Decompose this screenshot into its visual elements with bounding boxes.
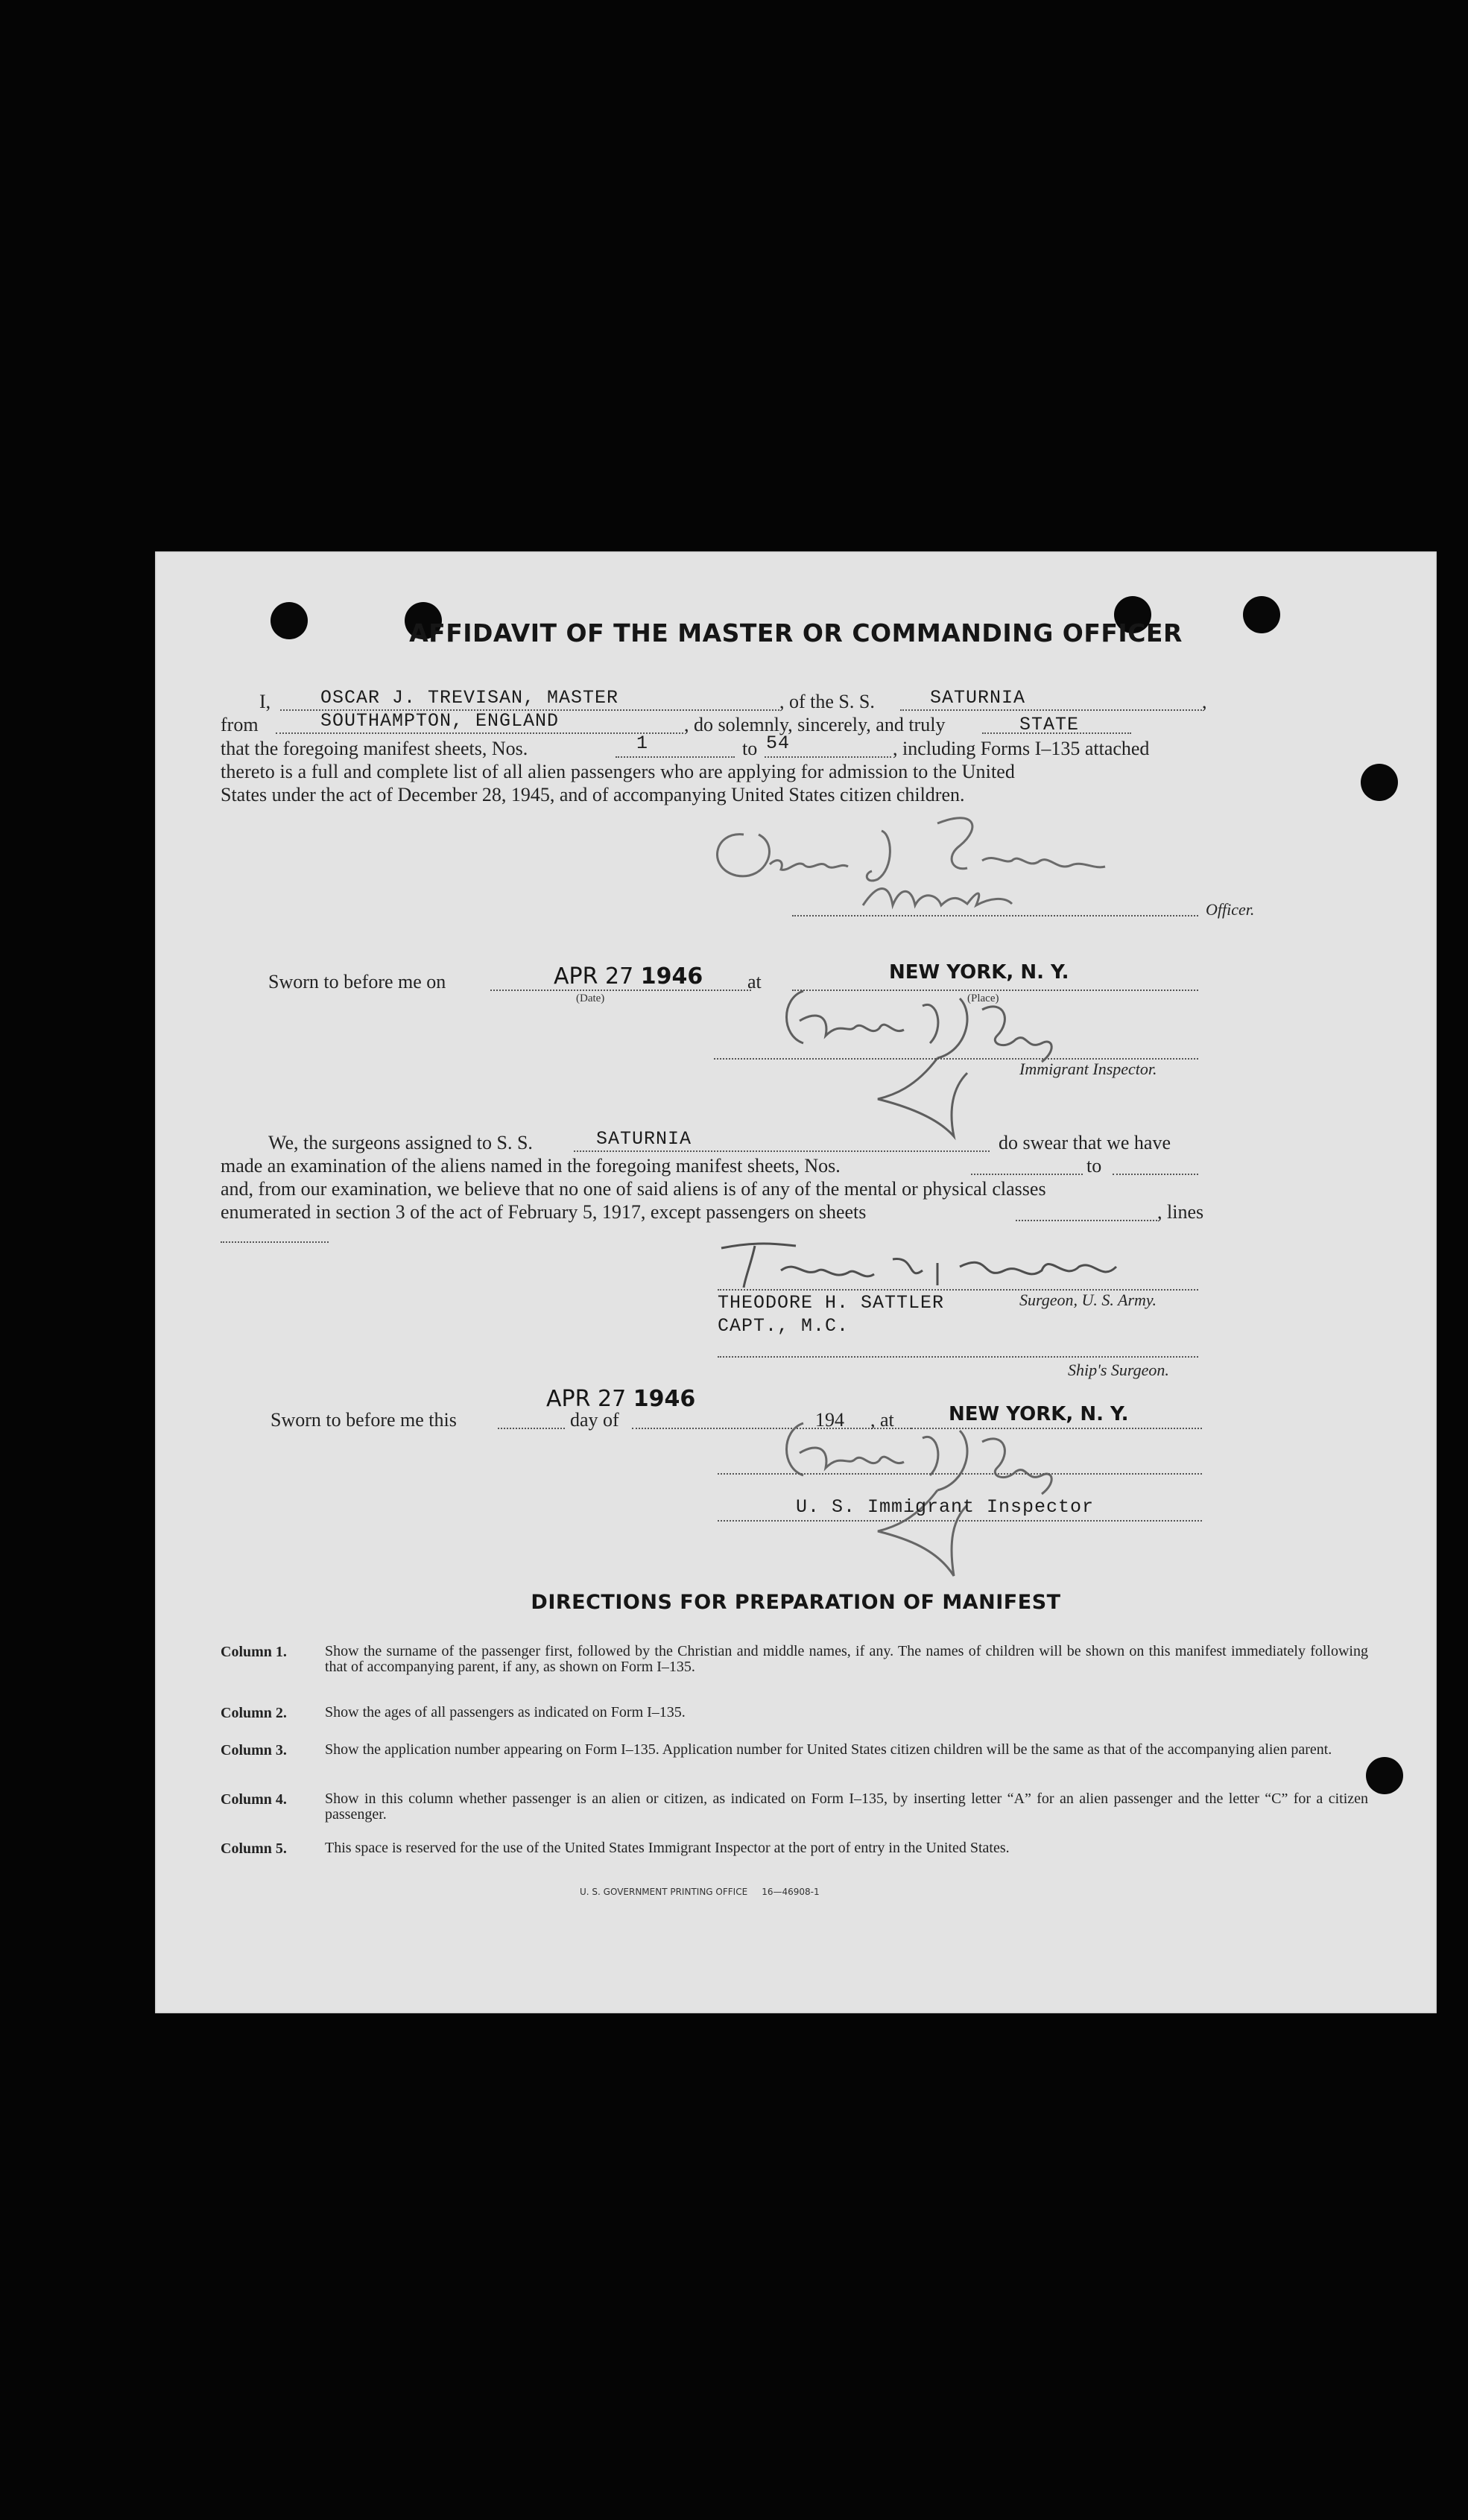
surgeons-text: We, the surgeons assigned to S. S. [268, 1132, 533, 1153]
column-3-text: Show the application number appearing on Form I–135. Application number for United States citizen children will be the same as that of the accompanying alien parent. [325, 1741, 1332, 1758]
day-line [498, 1428, 565, 1429]
state-word: STATE [1019, 714, 1080, 735]
year-prefix: 194 [815, 1409, 844, 1431]
master-name: OSCAR J. TREVISAN, MASTER [320, 687, 619, 709]
from-place: SOUTHAMPTON, ENGLAND [320, 710, 560, 732]
sheet-to: 54 [766, 732, 791, 754]
ship-name: SATURNIA [930, 687, 1026, 709]
date-stamp: APR 27 1946 [554, 963, 703, 990]
surgeon-signature [714, 1237, 1131, 1297]
column-4-text: Show in this column whether passenger is an alien or citizen, as indicated on Form I–135, by inserting letter “A” for an alien passenger and the letter “C” for a citizen passenger. [325, 1791, 1368, 1823]
including-text: , including Forms I–135 attached [893, 738, 1150, 759]
place-stamp-2: NEW YORK, N. Y. [949, 1403, 1129, 1425]
inspector-label: Immigrant Inspector. [1019, 1060, 1157, 1078]
surgeons-nos-line [971, 1174, 1083, 1175]
lines-word: , lines [1157, 1201, 1204, 1223]
inspector-line-3 [718, 1520, 1202, 1522]
column-3-label: Column 3. [221, 1742, 287, 1758]
surgeons-line-3: and, from our examination, we believe that no one of said aliens is of any of the mental or physical classes [221, 1178, 1046, 1200]
place-stamp: NEW YORK, N. Y. [889, 961, 1069, 984]
officer-label: Officer. [1206, 900, 1255, 919]
place-caption: (Place) [967, 993, 999, 1004]
column-1-text: Show the surname of the passenger first, followed by the Christian and middle names, if any. The names of children will be shown on this manifest immediately following that of accompanying parent, if any, as shown on Form I–135. [325, 1643, 1368, 1675]
sheet-to-line [765, 756, 891, 758]
column-1-label: Column 1. [221, 1644, 287, 1660]
comma: , [1202, 691, 1207, 712]
to-word: to [742, 738, 758, 759]
column-2-label: Column 2. [221, 1705, 287, 1721]
printer-line: U. S. GOVERNMENT PRINTING OFFICE 16—46908-1 [580, 1887, 820, 1897]
affidavit-prefix: I, [259, 691, 271, 712]
sworn-this-text: Sworn to before me this [270, 1409, 457, 1431]
column-2-text: Show the ages of all passengers as indicated on Form I–135. [325, 1704, 686, 1720]
ship-surgeon-label: Ship's Surgeon. [1068, 1361, 1169, 1379]
directions-title: DIRECTIONS FOR PREPARATION OF MANIFEST [531, 1591, 1061, 1614]
ship-name-line [900, 709, 1202, 711]
column-5-label: Column 5. [221, 1840, 287, 1857]
form-title: AFFIDAVIT OF THE MASTER OR COMMANDING OFFICER [409, 618, 1183, 648]
solemnly-text: , do solemnly, sincerely, and truly [684, 714, 946, 735]
foregoing-text: that the foregoing manifest sheets, Nos. [221, 738, 528, 759]
sheets-line [1016, 1220, 1157, 1221]
at-word: at [747, 971, 762, 993]
affidavit-line-5: States under the act of December 28, 1945, and of accompanying United States citizen children. [221, 784, 965, 805]
sheet-from-line [616, 756, 735, 758]
punch-hole [1366, 1757, 1403, 1794]
column-5-text: This space is reserved for the use of the United States Immigrant Inspector at the port of entry in the United States. [325, 1840, 1010, 1856]
sworn-on-text: Sworn to before me on [268, 971, 446, 993]
at-word-2: , at [870, 1409, 894, 1431]
surgeon-typed-name: THEODORE H. SATTLER [718, 1292, 945, 1314]
surgeons-to-line [1113, 1174, 1198, 1175]
affidavit-page [155, 551, 1437, 2013]
date-stamp-2: APR 27 1946 [546, 1386, 696, 1412]
punch-hole [1361, 764, 1398, 801]
inspector-signature-2 [759, 1401, 1176, 1587]
officer-signature-line [792, 915, 1198, 916]
master-signature [699, 801, 1131, 913]
sheet-from: 1 [636, 732, 649, 754]
date-caption: (Date) [576, 993, 605, 1004]
surgeon-typed-rank: CAPT., M.C. [718, 1315, 850, 1337]
do-swear-text: do swear that we have [999, 1132, 1171, 1153]
surgeons-to-word: to [1086, 1155, 1102, 1177]
day-of-text: day of [570, 1409, 619, 1431]
lines-line [221, 1241, 329, 1243]
surgeons-ship-name: SATURNIA [596, 1128, 692, 1150]
ship-surgeon-line [718, 1356, 1198, 1358]
inspector-line-2 [718, 1473, 1202, 1475]
from-place-line [276, 732, 683, 734]
surgeons-ship-line [574, 1150, 990, 1152]
affidavit-line-4: thereto is a full and complete list of all alien passengers who are applying for admission to the United [221, 761, 1016, 782]
inspector-typed: U. S. Immigrant Inspector [796, 1496, 1095, 1518]
date-line [490, 990, 751, 991]
column-4-label: Column 4. [221, 1791, 287, 1808]
from-label: from [221, 714, 259, 735]
army-label: Surgeon, U. S. Army. [1019, 1291, 1157, 1309]
surgeons-line-2: made an examination of the aliens named in the foregoing manifest sheets, Nos. [221, 1155, 841, 1177]
surgeons-line-4: enumerated in section 3 of the act of February 5, 1917, except passengers on sheets [221, 1201, 867, 1223]
of-the-ss-label: , of the S. S. [779, 691, 875, 712]
